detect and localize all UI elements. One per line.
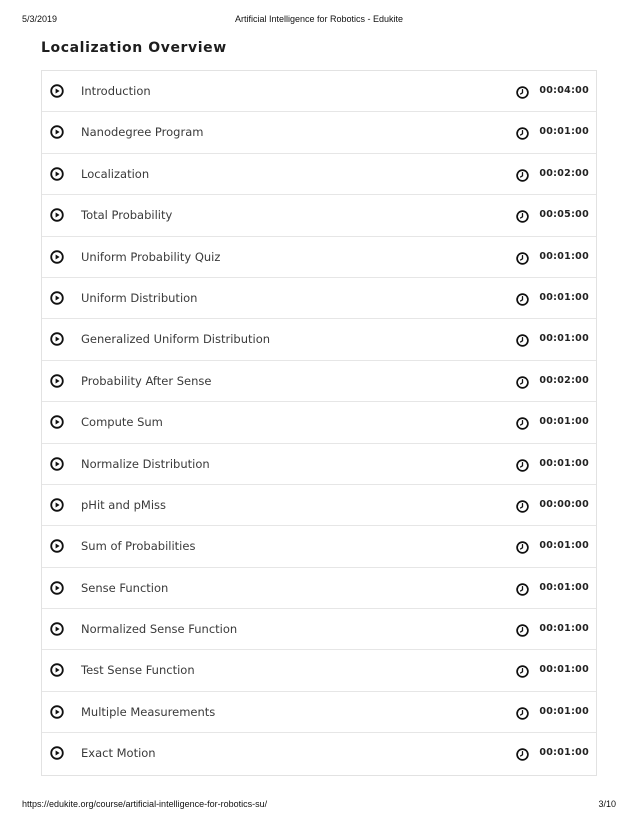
clock-icon: [516, 665, 529, 678]
clock-icon: [516, 376, 529, 389]
lesson-title[interactable]: Generalized Uniform Distribution: [81, 332, 271, 347]
lesson-duration: 00:01:00: [539, 333, 589, 345]
play-circle-icon[interactable]: [50, 746, 64, 760]
lesson-title[interactable]: Localization: [81, 166, 150, 181]
lesson-title[interactable]: Sense Function: [81, 580, 169, 595]
lesson-duration: 00:02:00: [539, 374, 589, 386]
lesson-row[interactable]: [42, 195, 596, 236]
lesson-title[interactable]: Uniform Distribution: [81, 290, 198, 305]
lesson-row[interactable]: [42, 609, 596, 650]
lesson-row[interactable]: [42, 154, 596, 195]
lesson-duration: 00:05:00: [539, 209, 589, 221]
play-circle-icon[interactable]: [50, 415, 64, 429]
lesson-title[interactable]: Test Sense Function: [81, 663, 195, 678]
play-circle-icon[interactable]: [50, 663, 64, 677]
print-date: 5/3/2019: [22, 14, 58, 24]
lesson-list: [41, 70, 597, 776]
lesson-row[interactable]: [42, 650, 596, 691]
print-url: https://edukite.org/course/artificial-intelligence-for-robotics-su/: [22, 799, 268, 809]
lesson-title[interactable]: Multiple Measurements: [81, 704, 216, 719]
print-footer: [22, 799, 616, 813]
lesson-title[interactable]: Introduction: [81, 84, 151, 98]
lesson-title[interactable]: Compute Sum: [81, 415, 163, 430]
lesson-title[interactable]: Sum of Probabilities: [81, 539, 196, 554]
play-circle-icon[interactable]: [50, 498, 64, 512]
lesson-row[interactable]: [42, 71, 596, 112]
lesson-duration: 00:01:00: [539, 747, 589, 759]
play-circle-icon[interactable]: [50, 84, 64, 98]
clock-icon: [516, 748, 529, 761]
section-title: Localization Overview: [41, 40, 227, 56]
clock-icon: [516, 500, 529, 513]
lesson-row[interactable]: [42, 444, 596, 485]
lesson-title[interactable]: pHit and pMiss: [81, 497, 166, 512]
clock-icon: [516, 252, 529, 265]
lesson-title[interactable]: Nanodegree Program: [81, 125, 204, 140]
lesson-duration: 00:02:00: [539, 167, 589, 179]
play-circle-icon[interactable]: [50, 581, 64, 595]
clock-icon: [516, 541, 529, 554]
lesson-title[interactable]: Total Probability: [81, 208, 173, 223]
lesson-duration: 00:04:00: [539, 85, 589, 96]
play-circle-icon[interactable]: [50, 332, 64, 346]
lesson-duration: 00:01:00: [539, 457, 589, 469]
lesson-duration: 00:01:00: [539, 705, 589, 717]
lesson-duration: 00:01:00: [539, 291, 589, 303]
lesson-row[interactable]: [42, 237, 596, 278]
lesson-title[interactable]: Normalize Distribution: [81, 456, 210, 471]
clock-icon: [516, 417, 529, 430]
lesson-row[interactable]: [42, 402, 596, 443]
play-circle-icon[interactable]: [50, 250, 64, 264]
lesson-duration: 00:01:00: [539, 623, 589, 635]
lesson-row[interactable]: [42, 361, 596, 402]
lesson-title[interactable]: Uniform Probability Quiz: [81, 249, 221, 264]
print-page-number: 3/10: [598, 799, 616, 809]
play-circle-icon[interactable]: [50, 167, 64, 181]
clock-icon: [516, 210, 529, 223]
clock-icon: [516, 459, 529, 472]
lesson-duration: 00:00:00: [539, 498, 589, 510]
clock-icon: [516, 86, 529, 99]
play-circle-icon[interactable]: [50, 291, 64, 305]
lesson-row[interactable]: [42, 278, 596, 319]
clock-icon: [516, 293, 529, 306]
lesson-row[interactable]: [42, 568, 596, 609]
lesson-row[interactable]: [42, 319, 596, 360]
clock-icon: [516, 583, 529, 596]
play-circle-icon[interactable]: [50, 125, 64, 139]
lesson-duration: 00:01:00: [539, 540, 589, 552]
print-page-title: Artificial Intelligence for Robotics - Edukite: [234, 14, 404, 24]
clock-icon: [516, 169, 529, 182]
lesson-title[interactable]: Exact Motion: [81, 746, 156, 761]
lesson-row[interactable]: [42, 526, 596, 567]
lesson-duration: 00:01:00: [539, 581, 589, 593]
play-circle-icon[interactable]: [50, 208, 64, 222]
lesson-duration: 00:01:00: [539, 126, 589, 138]
clock-icon: [516, 127, 529, 140]
clock-icon: [516, 334, 529, 347]
clock-icon: [516, 707, 529, 720]
play-circle-icon[interactable]: [50, 457, 64, 471]
play-circle-icon[interactable]: [50, 539, 64, 553]
play-circle-icon[interactable]: [50, 622, 64, 636]
clock-icon: [516, 624, 529, 637]
play-circle-icon[interactable]: [50, 705, 64, 719]
lesson-duration: 00:01:00: [539, 416, 589, 428]
lesson-duration: 00:01:00: [539, 664, 589, 676]
lesson-row[interactable]: [42, 485, 596, 526]
play-circle-icon[interactable]: [50, 374, 64, 388]
print-header: [22, 14, 616, 28]
lesson-row[interactable]: [42, 112, 596, 153]
lesson-row[interactable]: [42, 692, 596, 733]
lesson-title[interactable]: Probability After Sense: [81, 373, 212, 388]
lesson-title[interactable]: Normalized Sense Function: [81, 622, 238, 637]
lesson-row[interactable]: [42, 733, 596, 774]
lesson-duration: 00:01:00: [539, 250, 589, 262]
